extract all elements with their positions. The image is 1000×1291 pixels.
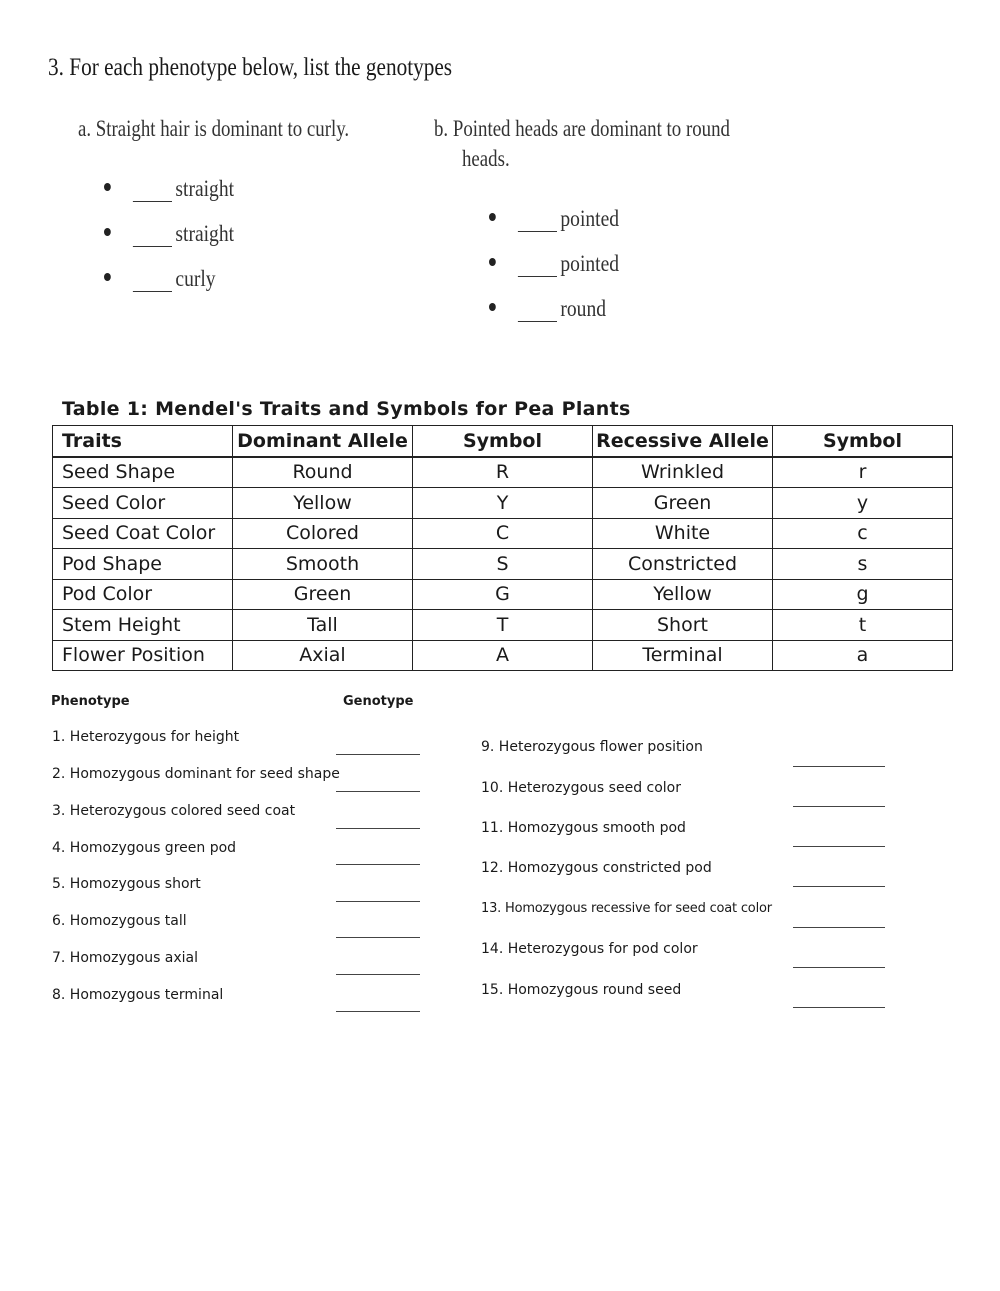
trait-cell: Seed Color	[53, 488, 233, 519]
recessive-symbol-cell: g	[773, 579, 953, 610]
genotype-header: Genotype	[343, 694, 414, 709]
dominant-symbol-cell: Y	[413, 488, 593, 519]
part-a-item: straight	[104, 221, 234, 247]
dominant-allele-cell: Colored	[233, 518, 413, 549]
table-row	[53, 518, 953, 549]
dominant-allele-cell: Axial	[233, 640, 413, 671]
recessive-symbol-cell: y	[773, 488, 953, 519]
dominant-allele-cell: Round	[233, 457, 413, 488]
genotype-answer-line[interactable]	[336, 864, 420, 865]
answer-blank[interactable]	[518, 301, 557, 322]
table-title: Table 1: Mendel's Traits and Symbols for Pea Plants	[62, 398, 631, 420]
bullet-icon	[489, 258, 496, 266]
genotype-answer-line[interactable]	[336, 828, 420, 829]
table-row	[53, 457, 953, 488]
recessive-allele-cell: Constricted	[593, 549, 773, 580]
answer-blank[interactable]	[133, 271, 172, 292]
dominant-symbol-cell: R	[413, 457, 593, 488]
phenotype-item: 12. Homozygous constricted pod	[481, 860, 712, 876]
phenotype-item: 13. Homozygous recessive for seed coat color	[481, 901, 772, 916]
header-recessive-symbol: Symbol	[773, 426, 953, 457]
dominant-symbol-cell: G	[413, 579, 593, 610]
genotype-answer-line[interactable]	[793, 967, 885, 968]
trait-cell: Stem Height	[53, 610, 233, 641]
recessive-allele-cell: Short	[593, 610, 773, 641]
recessive-symbol-cell: c	[773, 518, 953, 549]
genotype-answer-line[interactable]	[336, 1011, 420, 1012]
recessive-symbol-cell: r	[773, 457, 953, 488]
dominant-symbol-cell: A	[413, 640, 593, 671]
bullet-icon	[489, 303, 496, 311]
header-dominant-allele: Dominant Allele	[233, 426, 413, 457]
genotype-answer-line[interactable]	[336, 901, 420, 902]
header-traits: Traits	[53, 426, 233, 457]
bullet-icon	[104, 228, 111, 236]
part-b-heading-line2: heads.	[462, 146, 510, 171]
phenotype-item: 5. Homozygous short	[52, 876, 201, 892]
header-recessive-allele: Recessive Allele	[593, 426, 773, 457]
trait-cell: Pod Color	[53, 579, 233, 610]
part-a-item: curly	[104, 266, 216, 292]
phenotype-item: 3. Heterozygous colored seed coat	[52, 803, 296, 819]
part-a-item: straight	[104, 176, 234, 202]
dominant-allele-cell: Tall	[233, 610, 413, 641]
bullet-icon	[104, 273, 111, 281]
phenotype-item: 4. Homozygous green pod	[52, 840, 237, 856]
dominant-symbol-cell: S	[413, 549, 593, 580]
genotype-answer-line[interactable]	[336, 791, 420, 792]
part-b-item: round	[489, 296, 606, 322]
part-b-item: pointed	[489, 251, 619, 277]
dominant-allele-cell: Smooth	[233, 549, 413, 580]
genotype-answer-line[interactable]	[336, 974, 420, 975]
table-header-row	[53, 426, 953, 457]
trait-cell: Seed Shape	[53, 457, 233, 488]
recessive-allele-cell: Green	[593, 488, 773, 519]
phenotype-item: 2. Homozygous dominant for seed shape	[52, 766, 340, 782]
genotype-answer-line[interactable]	[336, 754, 420, 755]
genotype-answer-line[interactable]	[793, 1007, 885, 1008]
genotype-answer-line[interactable]	[793, 927, 885, 928]
answer-blank[interactable]	[133, 181, 172, 202]
genotype-answer-line[interactable]	[336, 937, 420, 938]
table-row	[53, 549, 953, 580]
genotype-answer-line[interactable]	[793, 846, 885, 847]
recessive-allele-cell: Yellow	[593, 579, 773, 610]
recessive-symbol-cell: s	[773, 549, 953, 580]
table-row	[53, 579, 953, 610]
genotype-answer-line[interactable]	[793, 806, 885, 807]
bullet-icon	[489, 213, 496, 221]
part-b-heading-line1: b. Pointed heads are dominant to round	[434, 116, 730, 141]
bullet-icon	[104, 183, 111, 191]
question-3-title: 3. For each phenotype below, list the genotypes	[48, 54, 453, 81]
phenotype-item: 7. Homozygous axial	[52, 950, 199, 966]
part-a-heading: a. Straight hair is dominant to curly.	[78, 116, 350, 141]
part-b-item: pointed	[489, 206, 619, 232]
answer-blank[interactable]	[518, 211, 557, 232]
trait-cell: Flower Position	[53, 640, 233, 671]
answer-blank[interactable]	[518, 256, 557, 277]
table-row	[53, 488, 953, 519]
phenotype-header: Phenotype	[51, 694, 130, 709]
recessive-allele-cell: White	[593, 518, 773, 549]
recessive-allele-cell: Terminal	[593, 640, 773, 671]
dominant-symbol-cell: C	[413, 518, 593, 549]
trait-cell: Seed Coat Color	[53, 518, 233, 549]
answer-blank[interactable]	[133, 226, 172, 247]
phenotype-item: 9. Heterozygous flower position	[481, 739, 703, 755]
phenotype-item: 8. Homozygous terminal	[52, 987, 224, 1003]
dominant-symbol-cell: T	[413, 610, 593, 641]
recessive-symbol-cell: a	[773, 640, 953, 671]
phenotype-item: 14. Heterozygous for pod color	[481, 941, 698, 957]
mendel-traits-table	[52, 425, 953, 671]
phenotype-item: 6. Homozygous tall	[52, 913, 187, 929]
header-dominant-symbol: Symbol	[413, 426, 593, 457]
phenotype-item: 10. Heterozygous seed color	[481, 780, 682, 796]
dominant-allele-cell: Yellow	[233, 488, 413, 519]
genotype-answer-line[interactable]	[793, 766, 885, 767]
genotype-answer-line[interactable]	[793, 886, 885, 887]
trait-cell: Pod Shape	[53, 549, 233, 580]
recessive-allele-cell: Wrinkled	[593, 457, 773, 488]
phenotype-item: 11. Homozygous smooth pod	[481, 820, 686, 836]
table-row	[53, 610, 953, 641]
phenotype-item: 1. Heterozygous for height	[52, 729, 240, 745]
table-row	[53, 640, 953, 671]
phenotype-item: 15. Homozygous round seed	[481, 982, 682, 998]
recessive-symbol-cell: t	[773, 610, 953, 641]
dominant-allele-cell: Green	[233, 579, 413, 610]
